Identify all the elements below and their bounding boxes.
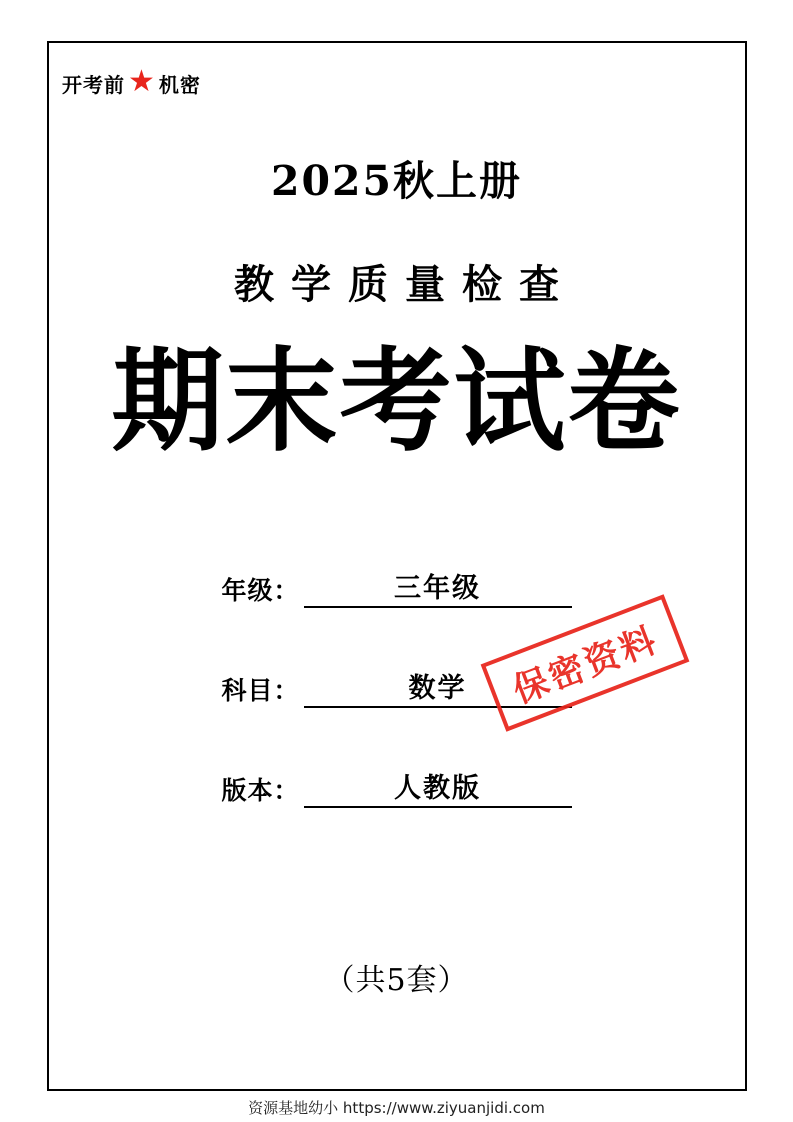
field-row-edition [0,766,793,866]
secret-notice [62,64,201,99]
field-blank-subject[interactable] [304,666,572,708]
field-blank-edition[interactable] [304,766,572,808]
secret-notice-prefix: 开考前 [62,72,125,97]
secret-notice-suffix: 机密 [158,72,201,97]
field-value-subject: 数学 [408,673,467,704]
title-year: 2025秋上册 [270,157,523,205]
page-title: 期末考试卷 [111,337,682,467]
field-value-grade: 三年级 [394,573,481,604]
field-label-grade: 年级： [221,576,300,605]
field-list [0,566,793,866]
confidential-stamp-text: 保密资料 [507,619,665,712]
field-value-edition: 人教版 [394,773,481,804]
field-blank-grade[interactable] [304,566,572,608]
set-count: （共5套） [324,963,469,998]
star-icon: ★ [128,64,156,99]
field-label-subject: 科目： [221,676,300,705]
field-row-grade [0,566,793,666]
field-row-subject [0,666,793,766]
title-quality-check: 教学质量检查 [234,261,576,308]
footer-watermark: 资源基地幼小 https://www.ziyuanjidi.com [248,1099,545,1117]
field-label-edition: 版本： [221,776,300,805]
